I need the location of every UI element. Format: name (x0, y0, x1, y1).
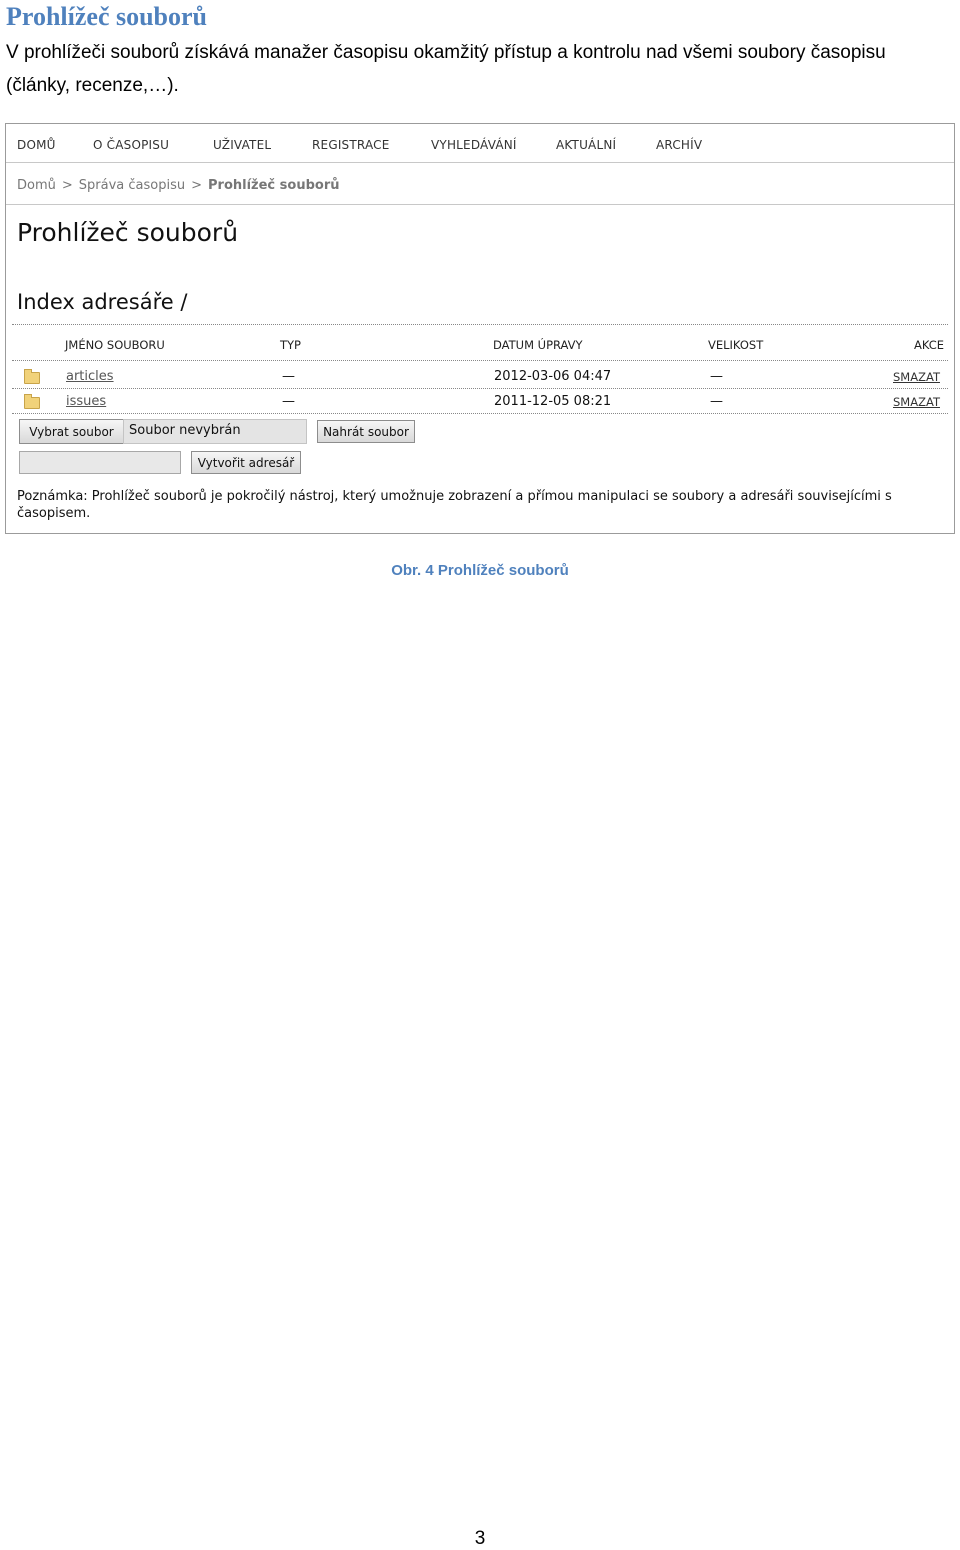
document-paragraph: V prohlížeči souborů získává manažer časopisu okamžitý přístup a kontrolu nad všemi soubory časopisu (články, recenze,…). (6, 42, 886, 96)
file-size: — (710, 369, 723, 384)
breadcrumb-current: Prohlížeč souborů (208, 178, 340, 193)
table-row (12, 389, 948, 414)
choose-file-button[interactable]: Vybrat soubor (19, 419, 124, 444)
nav-user[interactable]: UŽIVATEL (213, 138, 272, 152)
file-modified: 2011-12-05 08:21 (494, 394, 612, 409)
page-title: Prohlížeč souborů (17, 218, 239, 247)
column-header-name: JMÉNO SOUBORU (65, 338, 165, 352)
column-header-type: TYP (280, 338, 301, 352)
table-header-rule (12, 360, 948, 361)
file-size: — (710, 394, 723, 409)
nav-archive[interactable]: ARCHÍV (656, 138, 703, 152)
file-modified: 2012-03-06 04:47 (494, 369, 612, 384)
folder-icon (24, 397, 40, 409)
table-top-rule (12, 324, 948, 325)
page-number: 3 (474, 1528, 486, 1549)
breadcrumb (17, 178, 340, 193)
breadcrumb-journal-admin[interactable]: Správa časopisu (78, 178, 186, 193)
file-name-link[interactable]: issues (66, 394, 107, 409)
file-name-link[interactable]: articles (66, 369, 114, 384)
nav-search[interactable]: VYHLEDÁVÁNÍ (431, 138, 517, 152)
column-header-action: AKCE (914, 338, 945, 352)
create-directory-button[interactable]: Vytvořit adresář (191, 451, 301, 474)
breadcrumb-home[interactable]: Domů (17, 178, 56, 193)
nav-about-journal[interactable]: O ČASOPISU (93, 138, 170, 152)
column-header-modified: DATUM ÚPRAVY (493, 338, 583, 352)
nav-home[interactable]: DOMŮ (17, 138, 56, 152)
table-bottom-rule (12, 413, 948, 414)
file-status-text: Soubor nevybrán (123, 419, 307, 444)
column-header-size: VELIKOST (708, 338, 764, 352)
document-heading: Prohlížeč souborů (6, 2, 208, 31)
file-type: — (282, 394, 295, 409)
directory-index-title: Index adresáře / (17, 290, 188, 314)
upload-file-button[interactable]: Nahrát soubor (317, 420, 415, 443)
breadcrumb-separator: > (191, 178, 203, 193)
delete-link[interactable]: SMAZAT (893, 370, 940, 384)
breadcrumb-divider (6, 204, 954, 205)
delete-link[interactable]: SMAZAT (893, 395, 940, 409)
breadcrumb-separator: > (61, 178, 73, 193)
nav-current[interactable]: AKTUÁLNÍ (556, 138, 617, 152)
note-text: Poznámka: Prohlížeč souborů je pokročilý nástroj, který umožnuje zobrazení a přímou manipulaci se soubory a adresáři souvisejícími s časopisem. (17, 489, 892, 521)
table-row (12, 364, 948, 389)
new-directory-input[interactable] (19, 451, 181, 474)
nav-register[interactable]: REGISTRACE (312, 138, 390, 152)
file-type: — (282, 369, 295, 384)
folder-icon (24, 372, 40, 384)
file-browser-screenshot (5, 123, 955, 534)
top-navigation (6, 124, 954, 163)
figure-caption: Obr. 4 Prohlížeč souborů (391, 562, 569, 579)
